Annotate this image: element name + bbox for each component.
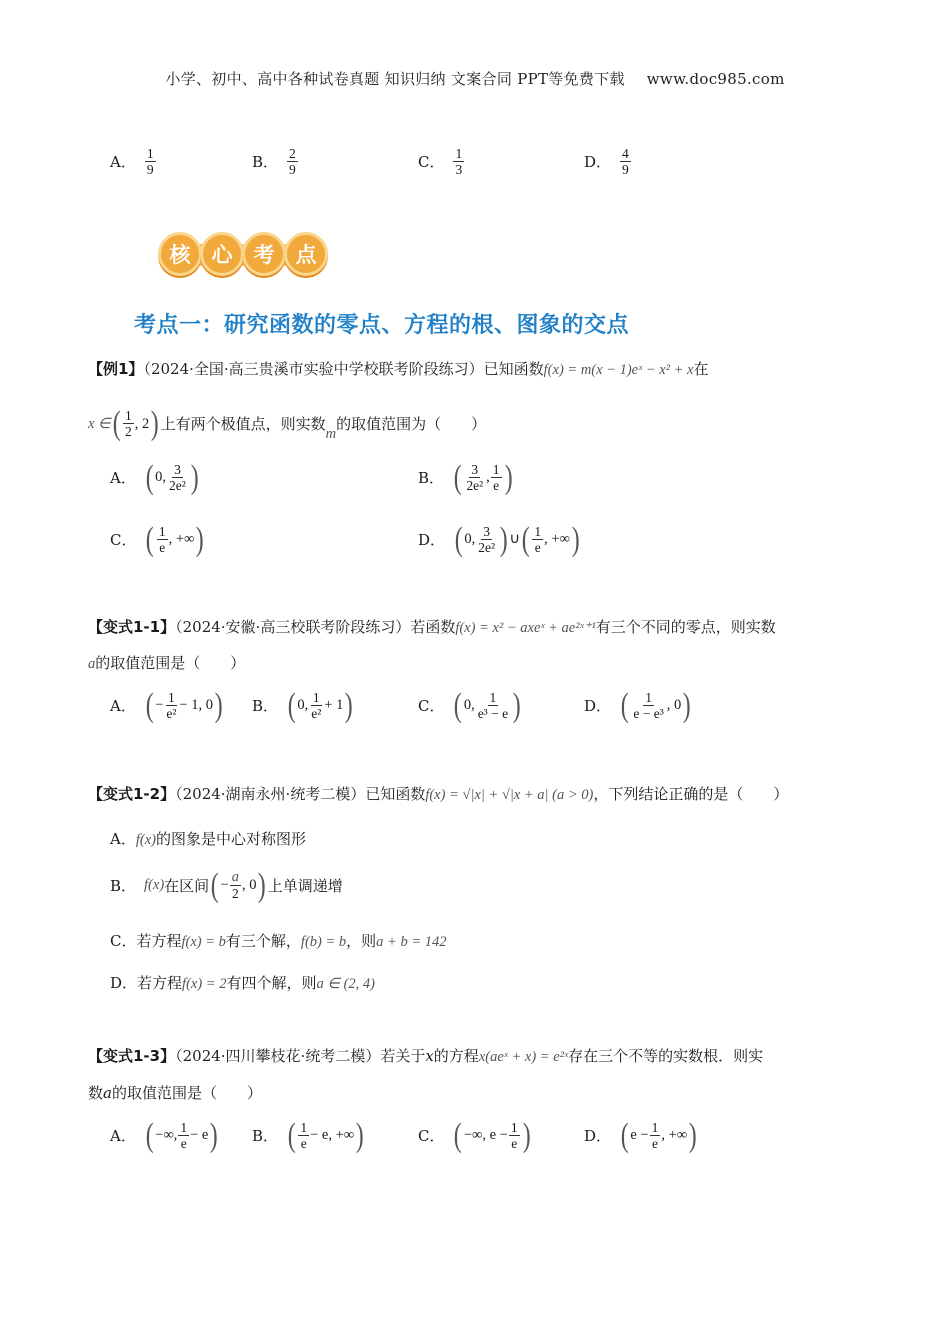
formula: f(x) = m(x − 1)eˣ − x² + x xyxy=(543,362,694,378)
option-letter: A． xyxy=(110,830,136,848)
ex1-option-d[interactable] xyxy=(418,520,581,558)
v11-option-b[interactable] xyxy=(252,686,355,724)
denominator: e xyxy=(300,1136,307,1151)
stem-text: 上有两个极值点，则实数 xyxy=(160,414,326,433)
numerator: 1 xyxy=(168,690,175,705)
option-letter: D． xyxy=(584,153,612,171)
numerator: 1 xyxy=(146,146,154,161)
math-text: − xyxy=(220,877,229,893)
domain-math: x ∈ xyxy=(88,415,111,432)
paren-close: ) xyxy=(682,686,691,724)
paren-open: ( xyxy=(146,520,155,558)
stem-text: 存在三个不等的实数根．则实 xyxy=(568,1047,764,1065)
core-points-badge xyxy=(158,228,328,280)
numerator: 3 xyxy=(174,462,181,477)
variant-1-2-stem xyxy=(88,783,878,806)
paren-close: ) xyxy=(196,520,204,558)
fraction xyxy=(167,462,188,493)
option-text: 若方程 xyxy=(137,974,183,992)
math-text: f(x) = 2 xyxy=(182,976,227,992)
example-1-stem xyxy=(88,358,868,381)
paren-open: ( xyxy=(620,1116,629,1154)
denominator: 2e² xyxy=(169,478,186,493)
v12-option-b[interactable] xyxy=(110,866,343,904)
badge-char: 核 xyxy=(158,232,202,276)
stem-text: 的取值范围是（ ） xyxy=(111,1084,262,1102)
v13-option-a[interactable] xyxy=(110,1116,220,1154)
paren-close: ) xyxy=(512,686,521,724)
option-b[interactable] xyxy=(252,146,299,177)
numerator: 1 xyxy=(534,524,542,539)
v12-option-c[interactable] xyxy=(110,930,447,953)
variant-1-1-stem-line2 xyxy=(88,652,245,675)
fraction xyxy=(491,462,502,493)
denominator: 9 xyxy=(146,162,154,177)
numerator: 1 xyxy=(180,1120,188,1135)
ex1-option-a[interactable] xyxy=(110,458,200,496)
variant-1-3-stem-line2 xyxy=(88,1082,262,1104)
numerator: 3 xyxy=(471,462,479,477)
fraction xyxy=(145,146,156,177)
fraction xyxy=(453,146,464,177)
option-letter: C． xyxy=(418,697,445,715)
denominator: e − e³ xyxy=(633,706,664,721)
paren-close: ) xyxy=(504,458,513,496)
denominator: 3 xyxy=(455,162,463,177)
math-text: 0, xyxy=(464,531,476,547)
math-text: a + b = 142 xyxy=(376,934,447,950)
paren-open: ( xyxy=(287,1116,296,1154)
paren-open: ( xyxy=(620,686,629,724)
math-text: , +∞ xyxy=(544,531,570,547)
math-text: 0, xyxy=(155,469,167,485)
header-website[interactable]: www.doc985.com xyxy=(646,70,785,88)
v12-option-a[interactable] xyxy=(110,828,306,851)
paren-close: ) xyxy=(355,1116,364,1154)
numerator: 1 xyxy=(510,1120,518,1135)
denominator: e xyxy=(534,540,541,555)
stem-text: 数 xyxy=(88,1084,104,1102)
option-text: 的图象是中心对称图形 xyxy=(155,830,306,848)
option-letter: B． xyxy=(252,1127,279,1145)
math-text: 0, xyxy=(463,697,475,713)
option-letter: C． xyxy=(110,932,137,950)
numerator: 1 xyxy=(312,690,320,705)
fraction xyxy=(620,146,631,177)
fraction xyxy=(123,408,134,439)
paren-close: ) xyxy=(688,1116,697,1154)
numerator: 4 xyxy=(622,146,629,161)
paren-close: ) xyxy=(150,404,159,442)
badge-char: 心 xyxy=(200,232,244,276)
paren-open: ( xyxy=(454,686,463,724)
section-title: 考点一：研究函数的零点、方程的根、图象的交点 xyxy=(134,313,630,338)
paren-close: ) xyxy=(571,520,580,558)
math-text: − xyxy=(155,697,164,713)
variant-1-1-stem xyxy=(88,616,878,639)
fraction xyxy=(532,524,543,555)
fraction xyxy=(298,1120,309,1151)
numerator: 1 xyxy=(300,1120,308,1135)
option-text: 上单调递增 xyxy=(267,877,343,895)
paren-close: ) xyxy=(345,686,353,724)
comma: , xyxy=(486,469,490,485)
fraction xyxy=(309,690,323,721)
stem-text: 在 xyxy=(693,360,709,378)
page-header xyxy=(0,68,950,89)
var-a: a xyxy=(103,1084,112,1102)
denominator: e xyxy=(159,540,166,555)
ex1-option-b[interactable] xyxy=(418,458,514,496)
option-letter: B． xyxy=(252,153,279,171)
v11-option-c[interactable] xyxy=(418,686,522,724)
var-a: a xyxy=(88,656,96,672)
denominator: e xyxy=(651,1136,658,1151)
option-letter: B． xyxy=(418,469,445,487)
question-source: （2024·安徽·高三校联考阶段练习）若函数 xyxy=(175,618,456,636)
paren-open: ( xyxy=(112,404,121,442)
math-text: + 1 xyxy=(324,697,344,713)
question-tag: 【例1】 xyxy=(88,360,144,378)
math-text: , 2 xyxy=(134,415,150,432)
math-text: f(x) xyxy=(144,877,165,893)
option-c[interactable] xyxy=(418,146,465,177)
fraction xyxy=(476,524,497,555)
fraction xyxy=(178,1120,189,1151)
stem-text: 有三个不同的零点，则实数 xyxy=(595,618,776,636)
option-text: 有四个解，则 xyxy=(226,974,317,992)
paren-open: ( xyxy=(287,686,296,724)
option-letter: C． xyxy=(110,531,137,549)
paren-close: ) xyxy=(214,686,223,724)
numerator: 1 xyxy=(455,146,463,161)
var-x: x xyxy=(425,1047,434,1065)
paren-open: ( xyxy=(453,458,462,496)
fraction xyxy=(164,690,178,721)
example-1-stem-line2 xyxy=(88,404,487,442)
option-text: 有三个解， xyxy=(225,932,301,950)
math-text: , +∞ xyxy=(661,1127,688,1143)
math-text: f(x) xyxy=(135,832,156,848)
fraction xyxy=(157,524,168,555)
paren-close: ) xyxy=(258,866,267,904)
denominator: 9 xyxy=(289,162,296,177)
denominator: e³ − e xyxy=(477,706,509,721)
paren-open: ( xyxy=(145,686,154,724)
math-text: − e xyxy=(190,1127,209,1143)
option-letter: B． xyxy=(110,877,137,895)
formula: x(aeˣ + x) = e²ˣ xyxy=(478,1049,569,1065)
denominator: 2e² xyxy=(466,478,484,493)
option-letter: D． xyxy=(584,697,612,715)
paren-close: ) xyxy=(190,458,199,496)
math-text: , +∞ xyxy=(168,531,195,547)
question-tag: 【变式1-3】 xyxy=(88,1047,176,1065)
v13-option-c[interactable] xyxy=(418,1116,532,1154)
formula: f(x) = x² − axeˣ + ae²ˣ⁺¹ xyxy=(455,620,596,636)
badge-char: 点 xyxy=(284,232,328,276)
option-letter: D． xyxy=(584,1127,612,1145)
paren-close: ) xyxy=(499,520,508,558)
ex1-option-c[interactable] xyxy=(110,520,206,558)
paren-open: ( xyxy=(145,458,154,496)
numerator: 1 xyxy=(645,690,652,705)
denominator: e xyxy=(180,1136,187,1151)
v12-option-d[interactable] xyxy=(110,972,375,995)
math-text: − e, +∞ xyxy=(310,1127,355,1143)
fraction xyxy=(650,1120,661,1151)
option-text: 若方程 xyxy=(136,932,182,950)
option-letter: A． xyxy=(110,469,136,487)
header-slogan: 小学、初中、高中各种试卷真题 知识归纳 文案合同 PPT等免费下载 xyxy=(165,70,625,88)
paren-open: ( xyxy=(454,1116,463,1154)
question-source: （2024·湖南永州·统考二模）已知函数 xyxy=(175,785,426,803)
option-d[interactable] xyxy=(584,146,632,177)
paren-open: ( xyxy=(521,520,530,558)
option-letter: D． xyxy=(418,531,446,549)
variant-1-3-stem xyxy=(88,1045,878,1068)
fraction xyxy=(476,690,510,721)
option-letter: A． xyxy=(110,153,136,171)
denominator: e² xyxy=(166,706,177,721)
option-letter: D． xyxy=(110,974,138,992)
math-text: , 0 xyxy=(666,697,682,713)
question-tag: 【变式1-2】 xyxy=(88,785,176,803)
math-text: 0, xyxy=(297,697,309,713)
stem-text: ，下列结论正确的是（ ） xyxy=(593,785,789,803)
math-text: − 1, 0 xyxy=(179,697,213,713)
v13-option-d[interactable] xyxy=(584,1116,698,1154)
paren-close: ) xyxy=(210,1116,218,1154)
option-text: 在区间 xyxy=(164,877,210,895)
denominator: 9 xyxy=(622,162,629,177)
formula: f(x) = √|x| + √|x + a| (a > 0) xyxy=(425,787,594,803)
numerator: a xyxy=(231,869,239,885)
var-m: m xyxy=(325,425,337,442)
v13-option-b[interactable] xyxy=(252,1116,365,1154)
fraction xyxy=(631,690,665,721)
v11-option-d[interactable] xyxy=(584,686,693,724)
denominator: 2 xyxy=(125,424,132,439)
option-letter: C． xyxy=(418,153,445,171)
math-text: f(b) = b xyxy=(300,934,347,950)
numerator: 3 xyxy=(483,524,490,539)
question-source: （2024·全国·高三贵溪市实验中学校联考阶段练习）已知函数 xyxy=(143,360,544,378)
math-text: f(x) = b xyxy=(181,934,226,950)
fraction xyxy=(230,870,241,901)
math-text: −∞, e − xyxy=(463,1127,508,1143)
paren-close: ) xyxy=(522,1116,531,1154)
badge-char: 考 xyxy=(242,232,286,276)
fraction xyxy=(464,462,485,493)
math-text: −∞, xyxy=(155,1127,178,1143)
option-a[interactable] xyxy=(110,146,157,177)
option-text: ，则 xyxy=(346,932,377,950)
paren-open: ( xyxy=(145,1116,154,1154)
fraction xyxy=(509,1120,520,1151)
question-source: （2024·四川攀枝花·统考二模）若关于 xyxy=(175,1047,426,1065)
numerator: 2 xyxy=(289,146,296,161)
denominator: e² xyxy=(311,706,322,721)
denominator: e xyxy=(493,478,500,493)
fraction xyxy=(287,146,298,177)
option-letter: A． xyxy=(110,697,136,715)
math-text: a ∈ (2, 4) xyxy=(316,976,376,992)
option-letter: C． xyxy=(418,1127,445,1145)
numerator: 1 xyxy=(651,1120,659,1135)
stem-text: 的方程 xyxy=(433,1047,479,1065)
stem-text: 的取值范围为（ ） xyxy=(336,414,487,433)
question-tag: 【变式1-1】 xyxy=(88,618,176,636)
math-text: e − xyxy=(630,1127,649,1143)
union-symbol: ∪ xyxy=(509,531,520,547)
paren-open: ( xyxy=(454,520,463,558)
denominator: 2e² xyxy=(478,540,496,555)
numerator: 1 xyxy=(125,408,132,423)
numerator: 1 xyxy=(489,690,497,705)
v11-option-a[interactable] xyxy=(110,686,224,724)
numerator: 1 xyxy=(158,524,166,539)
math-text: , 0 xyxy=(241,877,257,893)
denominator: 2 xyxy=(231,886,239,901)
numerator: 1 xyxy=(492,462,500,477)
paren-open: ( xyxy=(210,866,219,904)
option-letter: A． xyxy=(110,1127,136,1145)
stem-text: 的取值范围是（ ） xyxy=(95,654,246,672)
option-letter: B． xyxy=(252,697,279,715)
denominator: e xyxy=(511,1136,518,1151)
